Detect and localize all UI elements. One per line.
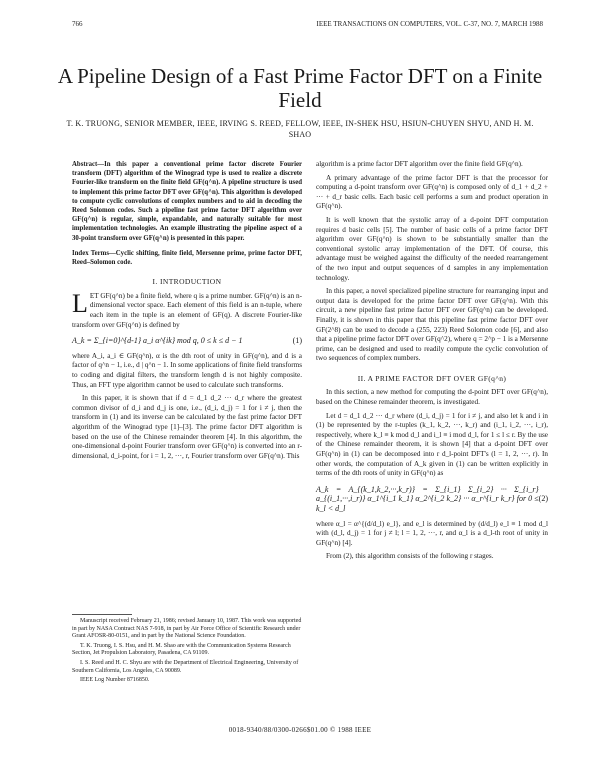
equation-1-body: A_k = Σ_{i=0}^{d-1} a_i α^{ik} mod q, 0 ≤ k ≤ d − 1 <box>72 336 243 346</box>
equation-1 <box>72 336 302 346</box>
right-paragraph-1: algorithm is a prime factor DFT algorithm over the finite field GF(q^n). <box>316 160 523 168</box>
journal-title: IEEE TRANSACTIONS ON COMPUTERS, VOL. C-37, NO. 7, MARCH 1988 <box>316 20 543 28</box>
right-paragraph-2: A primary advantage of the prime factor DFT is that the processor for computing a d-point transform over GF(q^n) is composed only of d_1 + d_2 + ··· + d_r basic cells. Each basic cell performs a sum and product operation in GF(q^n). <box>316 173 548 211</box>
intro-paragraph-3: In this paper, it is shown that if d = d_1 d_2 ··· d_r where the greatest common divisor of d_i and d_j is one, i.e., (d_i, d_j) = 1 for i ≠ j, then the transform in (1) and its inverse can be calculated by the fast prime factor DFT algorithm of the Winograd type [1]–[3]. The prime factor DFT algorithm is based on the use of the Chinese remainder theorem [4]. In this algorithm, the one-dimensional d-point Fourier transform over GF(q^n) is converted into an r-dimensional, d_i-point, for i = 1, 2, ···, r, Fourier transform over GF(q^n). This <box>72 394 302 460</box>
equation-2-number: (2) <box>538 494 548 504</box>
drop-cap: L <box>72 288 88 318</box>
right-column <box>316 160 548 566</box>
equation-2-body: A_k = A_{(k_1,k_2,···,k_r)} = Σ_{i_1} Σ_{i_2} ··· Σ_{i_r} a_{(i_1,···,i_r)} α_1^{i_1 k_1} α_2^{i_2 k_2} ··· α_r^{i_r k_r} for 0 ≤ k_l < d_l <box>316 484 539 513</box>
footnote-rule <box>72 614 132 615</box>
intro-paragraph-2: where A_i, a_i ∈ GF(q^n), α is the dth root of unity in GF(q^n), and d is a factor of q^n − 1, i.e., d | q^n − 1. In some applications of finite field transforms to coding and digital filters, the transform length d is not highly composite. Thus, an FFT type algorithm cannot be used to calculate such transforms. <box>72 351 302 389</box>
equation-1-number: (1) <box>292 336 302 346</box>
right-paragraph-3: It is well known that the systolic array of a d-point DFT computation requires d basic cells [5]. The number of basic cells of a prime factor DFT algorithm over GF(q^n) is shown to be substantially smaller than the conventional systolic array implementation of the DFT. Of course, this advantage must be weighed against the difficulty of the needed rearrangement of the two input and output sequences of d samples in any implementation technology. <box>316 215 548 282</box>
footnote-log-number: IEEE Log Number 8716850. <box>80 677 150 684</box>
footnote-affiliation-1: T. K. Truong, I. S. Hsu, and H. M. Shao are with the Communication Systems Research Section, Jet Propulsion Laboratory, Pasadena, CA 91109. <box>72 642 291 657</box>
right-paragraph-7: where α_l = α^{(d/d_l) e_l}, and e_l is determined by (d/d_l) e_l ≡ 1 mod d_l with (d_l, d_j) = 1 for j ≠ l; l = 1, 2, ···, r, and α_l is a d_l-th root of unity in GF(q^n) [4]. <box>316 519 548 547</box>
abstract: Abstract—In this paper a conventional prime factor discrete Fourier transform (DFT) algorithm of the Winograd type is used to realize a discrete Fourier-like transform on the finite field GF(q^n). A pipeline structure is used to implement this prime factor DFT over GF(q^n). This algorithm is developed to compute cyclic convolutions of complex numbers and to aid in decoding the Reed Solomon codes. Such a pipeline fast prime factor DFT algorithm over GF(q^n) is regular, simple, expandable, and naturally suitable for most implementation technologies. An example illustrating the pipeline aspect of a 30-point transform over GF(q^n) is presented in this paper. <box>72 161 302 242</box>
section-heading-prime-factor: II. A PRIME FACTOR DFT OVER GF(q^n) <box>357 373 507 383</box>
index-terms: Index Terms—Cyclic shifting, finite field, Mersenne prime, prime factor DFT, Reed–Solomon code. <box>72 249 302 267</box>
right-paragraph-4: In this paper, a novel specialized pipeline structure for rearranging input and output data is developed for the prime factor DFT over GF(q^n). With this circuit, a new pipeline fast prime factor DFT over GF(q^n) can be developed. Finally, it is shown in this paper that this pipeline fast prime factor DFT over GF(2^8) can be used to decode a (255, 223) Reed Solomon code [6], and also that a pipeline prime factor DFT over GF(q^2), where q = 2^p − 1 is a Mersenne prime, can be designed and used to readily compute the cyclic convolution of two sequences of complex numbers. <box>316 287 548 363</box>
intro-paragraph-1 <box>72 288 302 330</box>
left-column <box>72 160 302 465</box>
copyright-footer: 0018-9340/88/0300-0266$01.00 © 1988 IEEE <box>228 726 372 734</box>
section-heading-introduction: I. INTRODUCTION <box>152 277 222 287</box>
footnote <box>72 614 302 687</box>
footnote-affiliation-2: I. S. Reed and H. C. Shyu are with the Department of Electrical Engineering, University of Southern California, Los Angeles, CA 90089. <box>72 659 299 674</box>
running-header <box>72 20 543 28</box>
intro-paragraph-1-text: ET GF(q^n) be a finite field, where q is a prime number. GF(q^n) is an n-dimensional vector space. Each element of this field is an n-tuple, where each item in the tuple is an element of GF(q). A discrete Fourier-like transform over GF(q^n) is defined by <box>72 291 302 329</box>
equation-2 <box>316 485 548 514</box>
page-number: 766 <box>72 20 83 28</box>
right-paragraph-5: In this section, a new method for computing the d-point DFT over GF(q^n), based on the Chinese remainder theorem, is investigated. <box>316 388 548 407</box>
footnote-manuscript: Manuscript received February 21, 1986; revised January 10, 1987. This work was supported in part by NASA Contract NAS 7-918, in part by Air Force Office of Scientific Research under Grant AFOSR-80-0151, and in part by the National Science Foundation. <box>72 618 302 640</box>
author-list: T. K. TRUONG, SENIOR MEMBER, IEEE, IRVING S. REED, FELLOW, IEEE, IN-SHEK HSU, HSIUN-CHUYEN SHYU, AND H. M. SHAO <box>66 119 534 139</box>
right-paragraph-8: From (2), this algorithm consists of the following r stages. <box>326 552 494 561</box>
paper-title: A Pipeline Design of a Fast Prime Factor DFT on a Finite Field <box>57 64 543 112</box>
right-paragraph-6: Let d = d_1 d_2 ··· d_r where (d_i, d_j) = 1 for i ≠ j, and also let k and i in (1) be represented by the r-tuples (k_1, k_2, ···, k_r) and (i_1, i_2, ···, i_r), respectively, where k_l ≡ k mod d_l and i_l ≡ i mod d_l, for 1 ≤ l ≤ r. By the use of the Chinese remainder theorem, it is shown [4] that a d-point DFT over GF(q^n) in (1) can be decomposed into r d_l-point DFT's (l = 1, 2, ···, r). In other words, the computation of A_k given in (1) can be written explicitly in terms of the dth roots of unity in GF(q^n) as <box>316 411 548 478</box>
